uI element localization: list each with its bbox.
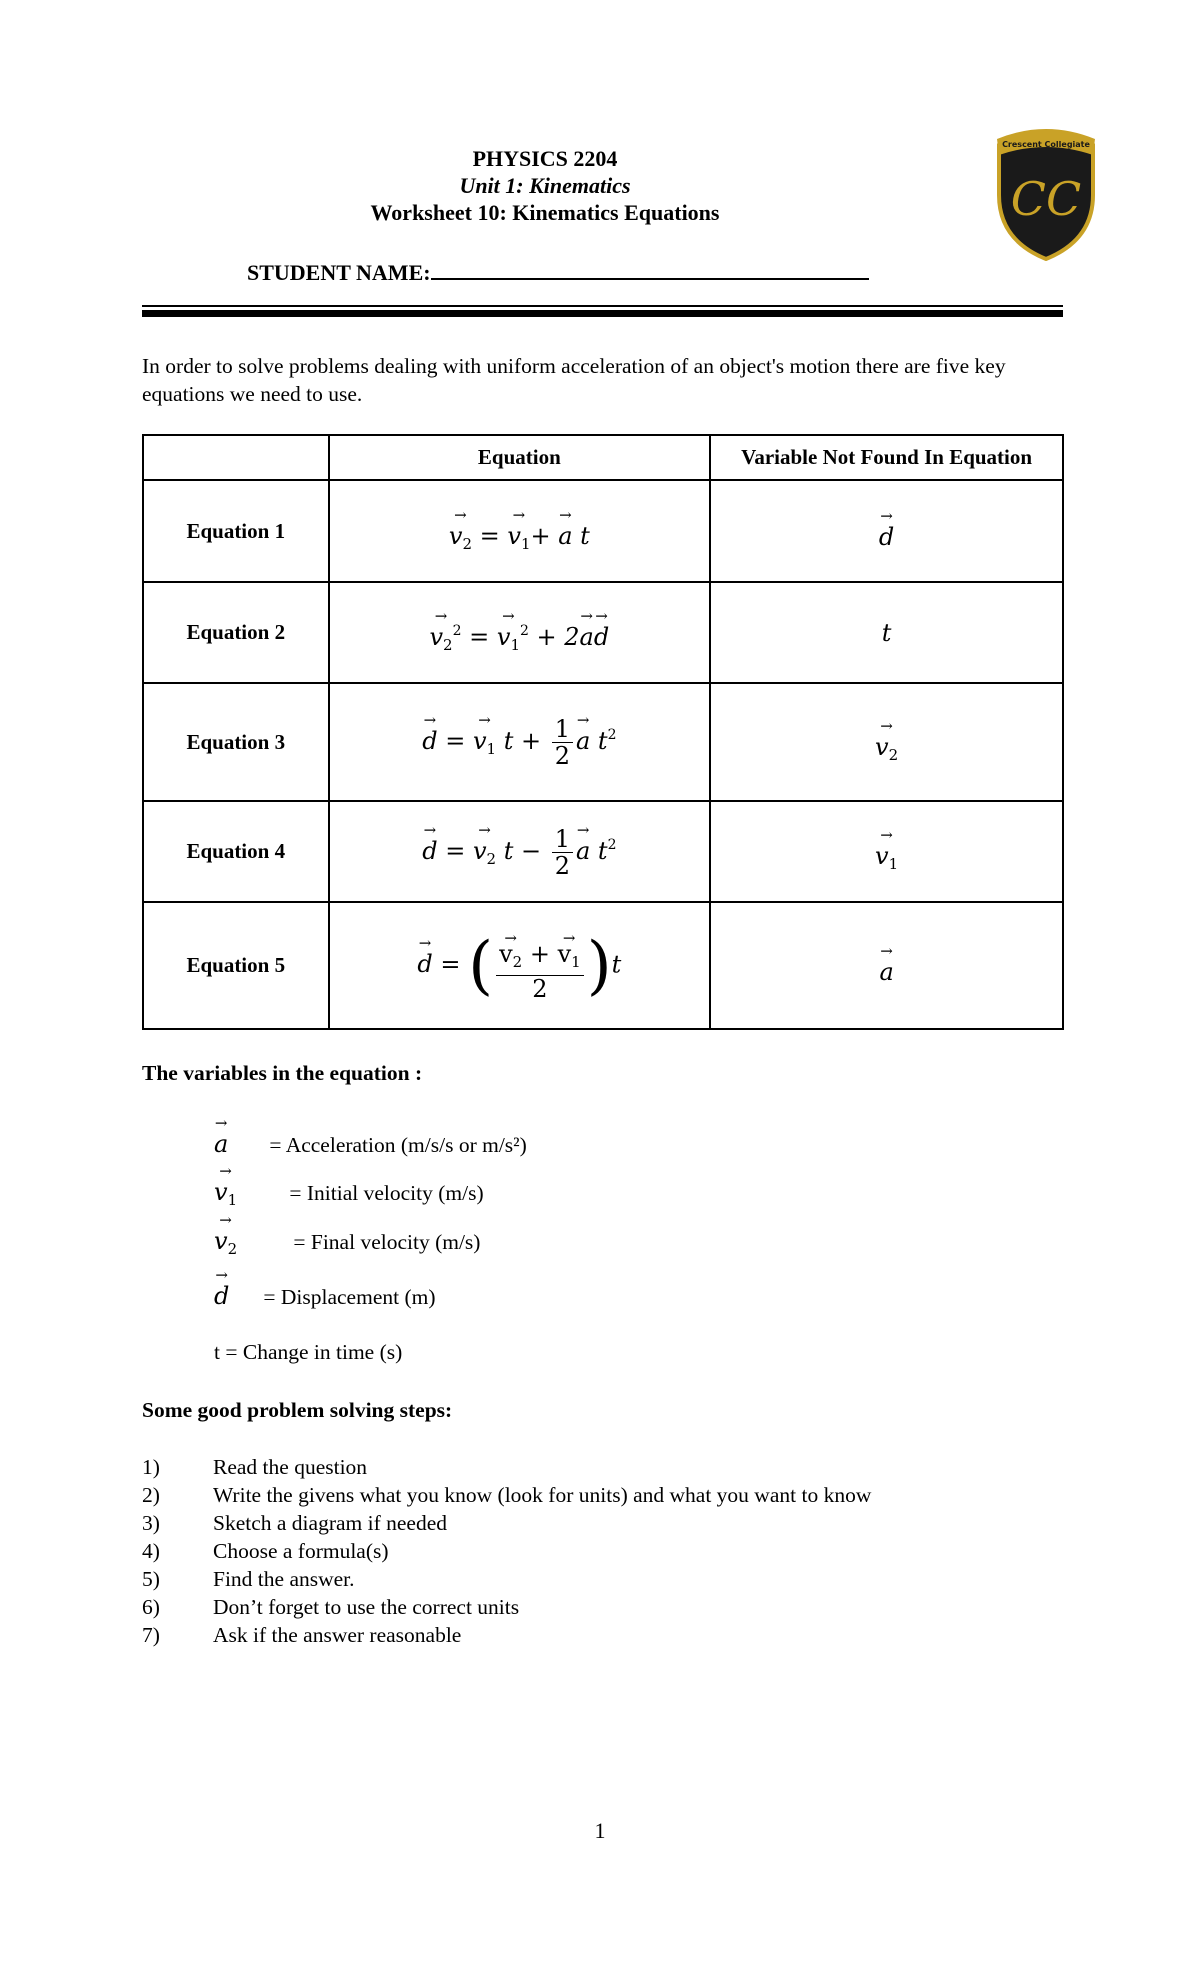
table-row — [143, 582, 1063, 683]
page-number: 1 — [594, 1818, 606, 1843]
student-name-line[interactable] — [247, 258, 869, 286]
student-name-blank[interactable] — [431, 258, 869, 280]
variable-item-final-velocity — [214, 1211, 481, 1258]
missing-variable-5: → a — [710, 902, 1063, 1029]
intro-paragraph: In order to solve problems dealing with uniform acceleration of an object's motion there are five key equations we need to use. — [142, 354, 1006, 406]
header-rule-thick — [142, 310, 1063, 317]
variable-item-displacement — [214, 1266, 436, 1310]
equation-4-formula: → d = → $v_2$ t − $\frac{1}{2}$ → a $t^2$ — [329, 801, 711, 902]
table-header-variable: Variable Not Found In Equation — [710, 435, 1063, 480]
school-crest-logo — [993, 125, 1099, 261]
row-label: Equation 4 — [143, 801, 329, 902]
variables-title: The variables in the equation : — [142, 1061, 423, 1085]
steps-list — [142, 1455, 871, 1651]
course-title: PHYSICS 2204 — [472, 146, 618, 171]
displacement-desc: = Displacement (m) — [263, 1285, 436, 1309]
equation-5-formula: → d = ( → $v_2$ + → $v_1$ 2 )t — [329, 902, 711, 1029]
crest-banner-text: Crescent Collegiate — [1002, 140, 1090, 149]
equation-1-formula: → $v_2$ = → $v_1+$ → a t — [329, 480, 711, 582]
acceleration-desc: = Acceleration (m/s/s or m/s²) — [269, 1133, 527, 1157]
list-item: 1) Read the question — [142, 1455, 368, 1479]
equations-table — [142, 434, 1064, 1030]
table-header-row — [143, 435, 1063, 480]
list-item: 5) Find the answer. — [142, 1567, 355, 1591]
table-row — [143, 902, 1063, 1029]
steps-title: Some good problem solving steps: — [142, 1398, 453, 1422]
variable-item-time: t = Change in time (s) — [214, 1340, 403, 1364]
initial-velocity-desc: = Initial velocity (m/s) — [289, 1181, 484, 1205]
row-label: Equation 5 — [143, 902, 329, 1029]
equation-2-formula: → $v_2^2$ = → $v_1^2 + 2$ → a → d — [329, 582, 711, 683]
list-item: 4) Choose a formula(s) — [142, 1539, 389, 1563]
list-item: 7) Ask if the answer reasonable — [142, 1623, 462, 1647]
worksheet-title: Worksheet 10: Kinematics Equations — [370, 200, 720, 225]
initial-velocity-symbol: → $v_1$ — [214, 1162, 238, 1209]
displacement-symbol: → d — [214, 1266, 230, 1310]
table-row — [143, 480, 1063, 582]
list-item: 6) Don’t forget to use the correct units — [142, 1595, 520, 1619]
header-rule-thin — [142, 305, 1063, 307]
row-label: Equation 1 — [143, 480, 329, 582]
unit-title: Unit 1: Kinematics — [459, 173, 631, 198]
missing-variable-4: → $v_1$ — [710, 801, 1063, 902]
table-row — [143, 801, 1063, 902]
crest-monogram: CC — [1010, 172, 1082, 226]
student-name-label: STUDENT NAME: — [247, 260, 431, 285]
final-velocity-symbol: → $v_2$ — [214, 1211, 238, 1258]
table-header-equation: Equation — [329, 435, 711, 480]
final-velocity-desc: = Final velocity (m/s) — [293, 1230, 481, 1254]
missing-variable-2: t — [710, 582, 1063, 683]
table-header-blank — [143, 435, 329, 480]
row-label: Equation 3 — [143, 683, 329, 801]
variable-item-acceleration — [214, 1114, 527, 1158]
missing-variable-3: → $v_2$ — [710, 683, 1063, 801]
equation-3-formula: → d = → $v_1$ t + $\frac{1}{2}$ → a $t^2$ — [329, 683, 711, 801]
variable-item-initial-velocity — [214, 1162, 484, 1209]
missing-variable-1: → d — [710, 480, 1063, 582]
list-item: 3) Sketch a diagram if needed — [142, 1511, 448, 1535]
acceleration-symbol: → a — [214, 1114, 229, 1158]
row-label: Equation 2 — [143, 582, 329, 683]
table-row — [143, 683, 1063, 801]
list-item: 2) Write the givens what you know (look for units) and what you want to know — [142, 1483, 872, 1507]
